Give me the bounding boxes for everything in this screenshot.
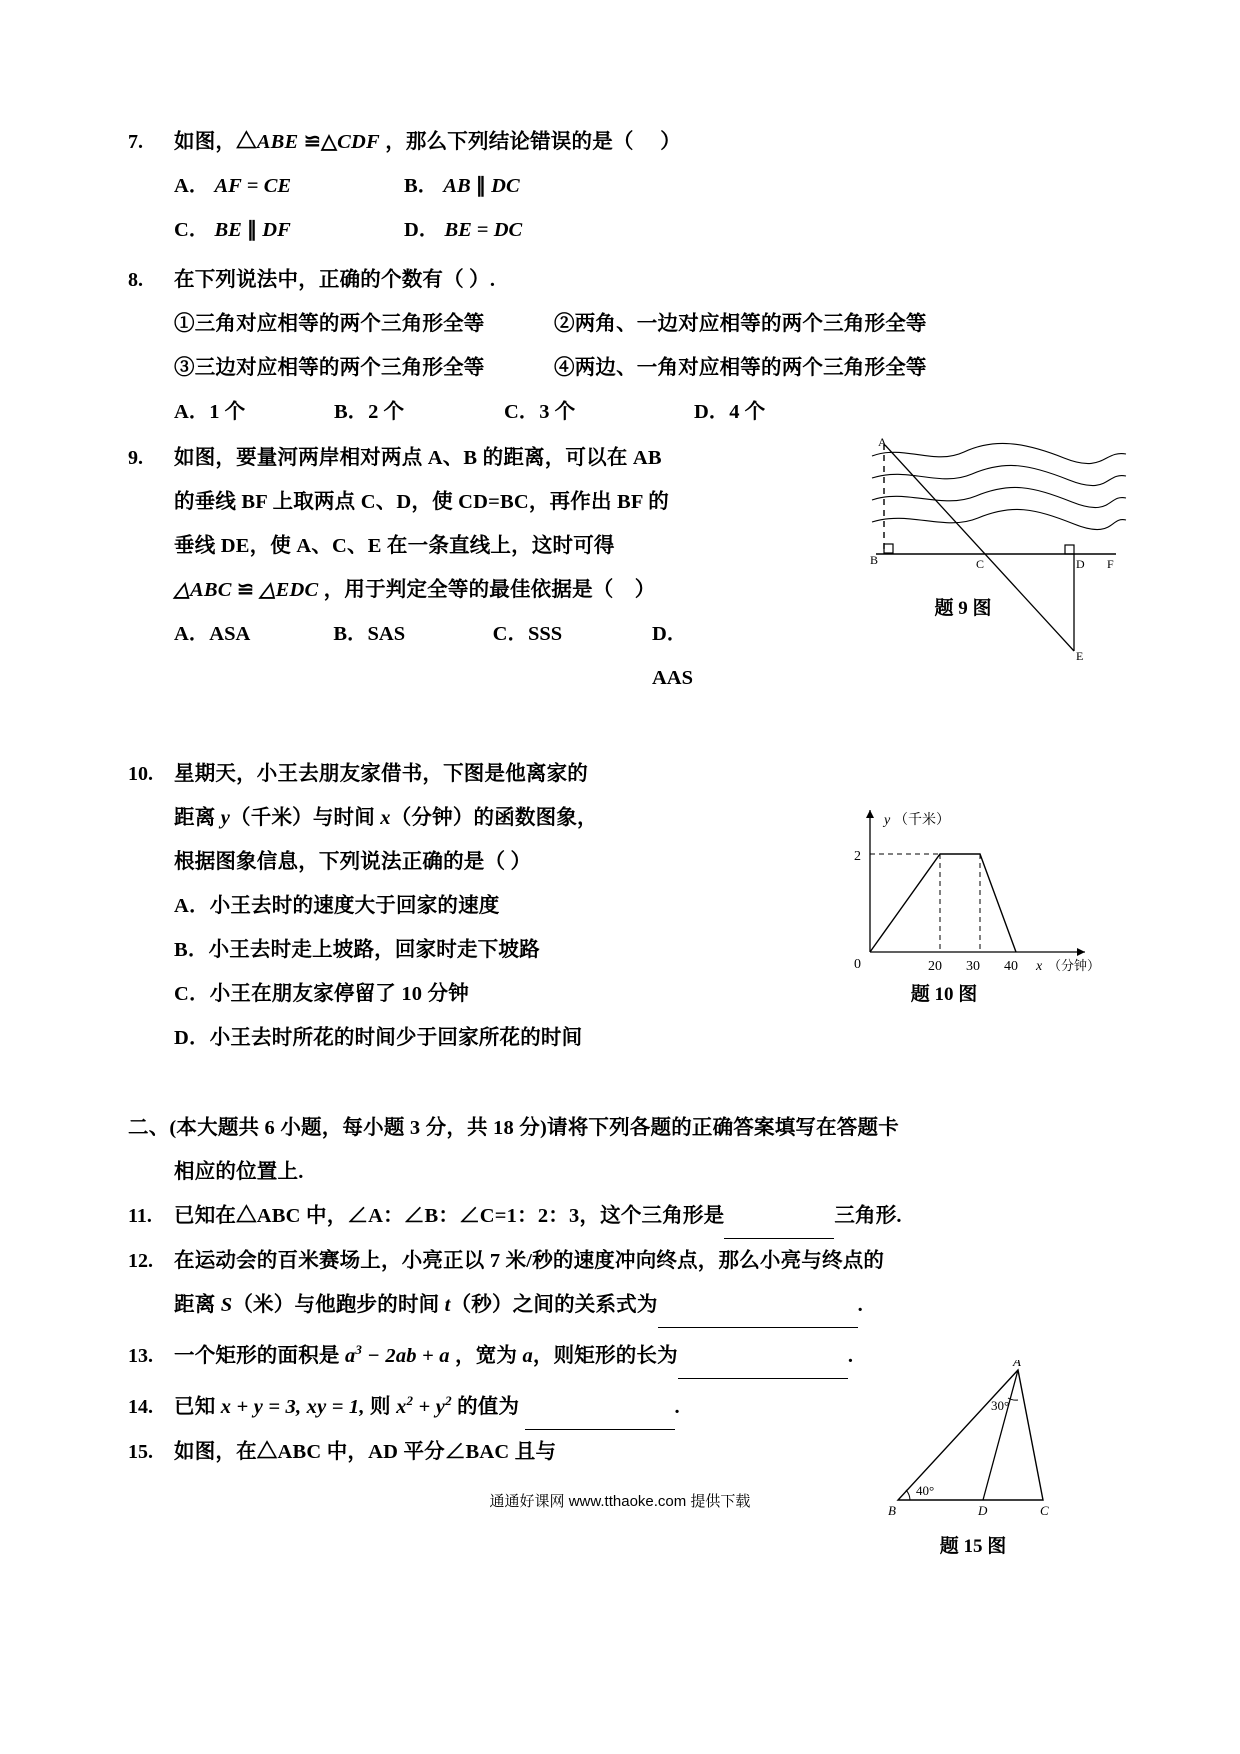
question-10 [128, 752, 1128, 1060]
option-d[interactable]: D．AAS [651, 623, 693, 689]
svg-text:40: 40 [1004, 959, 1018, 972]
option-d[interactable]: D． BE = DC [404, 219, 523, 241]
section-2-heading-line2: 相应的位置上. [174, 1161, 304, 1183]
option-c[interactable]: C． BE ∥ DF [174, 219, 291, 241]
answer-blank[interactable] [678, 1334, 848, 1379]
question-stem: 已知在△ABC 中，∠A：∠B：∠C=1：2：3，这个三角形是 三角形. [174, 1194, 902, 1239]
figure-caption: 题 10 图 [910, 984, 978, 1005]
figure-caption: 题 9 图 [934, 598, 992, 619]
question-7-options [128, 164, 1128, 252]
option-c[interactable]: C．3 个 [504, 401, 576, 423]
question-number: 9. [128, 447, 143, 469]
option-b[interactable]: B．SAS [333, 623, 406, 645]
figure-question-15 [858, 1360, 1098, 1558]
question-stem-line: 星期天，小王去朋友家借书，下图是他离家的 [174, 763, 588, 785]
statement-2: ②两角、一边对应相等的两个三角形全等 [554, 313, 927, 335]
svg-text:y: y [884, 813, 891, 828]
option-a[interactable]: A． AF = CE [174, 175, 292, 197]
river-diagram-svg [864, 436, 1132, 666]
svg-text:x: x [1036, 959, 1043, 972]
question-stem-line: 距离 S（米）与他跑步的时间 t（秒）之间的关系式为 . [128, 1283, 1128, 1328]
option-b[interactable]: B．小王去时走上坡路，回家时走下坡路 [174, 939, 540, 961]
question-12 [128, 1239, 1128, 1328]
question-number: 7. [128, 131, 143, 153]
statement-3: ③三边对应相等的两个三角形全等 [174, 357, 485, 379]
question-8-statements [128, 302, 1128, 434]
question-7 [128, 120, 1128, 252]
svg-text:（分钟）: （分钟） [1048, 958, 1101, 972]
option-c[interactable]: C．小王在朋友家停留了 10 分钟 [174, 983, 469, 1005]
question-stem-line: △ABC ≌ △EDC ，用于判定全等的最佳依据是（ ） [174, 579, 656, 601]
question-number: 11. [128, 1205, 152, 1227]
svg-text:0: 0 [854, 957, 861, 972]
option-a[interactable]: A．小王去时的速度大于回家的速度 [174, 895, 500, 917]
svg-text:D: D [978, 1502, 988, 1518]
question-stem-line: 根据图象信息，下列说法正确的是（ ） [174, 851, 532, 873]
question-stem: 一个矩形的面积是 $a^3 - 2ab + a$ ，宽为 a，则矩形的长为 . [174, 1328, 853, 1379]
answer-blank[interactable] [525, 1385, 675, 1430]
svg-text:2: 2 [854, 849, 861, 864]
svg-text:30: 30 [966, 959, 980, 972]
distance-time-graph-svg [840, 792, 1108, 972]
section-2-heading: 二、(本大题共 6 小题，每小题 3 分，共 18 分)请将下列各题的正确答案填写在答题卡 [128, 1117, 899, 1139]
question-stem-line: 垂线 DE，使 A、C、E 在一条直线上，这时可得 [174, 535, 615, 557]
option-c[interactable]: C．SSS [492, 623, 563, 645]
svg-text:B: B [870, 553, 879, 567]
answer-blank[interactable] [658, 1283, 858, 1328]
svg-text:30°: 30° [991, 1397, 1010, 1413]
question-number: 14. [128, 1395, 153, 1418]
statement-1: ①三角对应相等的两个三角形全等 [174, 313, 485, 335]
question-number: 8. [128, 269, 143, 291]
svg-text:C: C [976, 557, 985, 571]
svg-text:B: B [888, 1502, 896, 1518]
svg-text:C: C [1040, 1502, 1049, 1518]
question-stem-line: 的垂线 BF 上取两点 C、D，使 CD=BC，再作出 BF 的 [174, 491, 669, 513]
question-9-options [128, 612, 728, 700]
statement-4: ④两边、一角对应相等的两个三角形全等 [554, 357, 927, 379]
svg-text:20: 20 [928, 959, 942, 972]
option-b[interactable]: B． AB ∥ DC [404, 175, 520, 197]
question-stem-line: 在运动会的百米赛场上，小亮正以 7 米/秒的速度冲向终点，那么小亮与终点的 [174, 1250, 885, 1272]
question-number: 13. [128, 1344, 153, 1367]
svg-text:（千米）: （千米） [894, 813, 950, 828]
question-number: 10. [128, 763, 153, 785]
svg-text:A: A [1013, 1359, 1021, 1369]
question-stem: 已知 x + y = 3, xy = 1, 则 $x^2 + y^2$ 的值为 . [174, 1379, 680, 1430]
question-stem: 如图，△ABE ≌△CDF ，那么下列结论错误的是（ ） [174, 131, 681, 153]
svg-text:A: A [878, 436, 887, 449]
svg-text:F: F [1107, 557, 1114, 571]
svg-text:D: D [1076, 557, 1085, 571]
question-8 [128, 258, 1128, 434]
question-11 [128, 1194, 1128, 1239]
option-b[interactable]: B．2 个 [334, 401, 405, 423]
question-stem-line: 如图，要量河两岸相对两点 A、B 的距离，可以在 AB [174, 447, 662, 469]
question-number: 15. [128, 1440, 153, 1463]
option-d[interactable]: D．4 个 [694, 401, 766, 423]
option-d[interactable]: D．小王去时所花的时间少于回家所花的时间 [174, 1027, 583, 1049]
figure-question-10 [840, 792, 1108, 1006]
figure-caption: 题 15 图 [939, 1535, 1007, 1557]
option-a[interactable]: A．ASA [174, 623, 251, 645]
svg-text:40°: 40° [916, 1482, 935, 1498]
question-stem: 如图，在△ABC 中，AD 平分∠BAC 且与 [174, 1440, 557, 1463]
answer-blank[interactable] [724, 1194, 834, 1239]
question-9 [128, 436, 1128, 700]
question-number: 12. [128, 1250, 153, 1272]
question-stem-line: 距离 y（千米）与时间 x（分钟）的函数图象， [174, 807, 598, 829]
page-footer: 通通好课网 www.tthaoke.com 提供下载 [489, 1493, 751, 1510]
svg-text:E: E [1076, 649, 1084, 663]
option-a[interactable]: A．1 个 [174, 401, 246, 423]
question-stem: 在下列说法中，正确的个数有（ ）. [174, 269, 496, 291]
figure-question-9 [864, 436, 1132, 663]
